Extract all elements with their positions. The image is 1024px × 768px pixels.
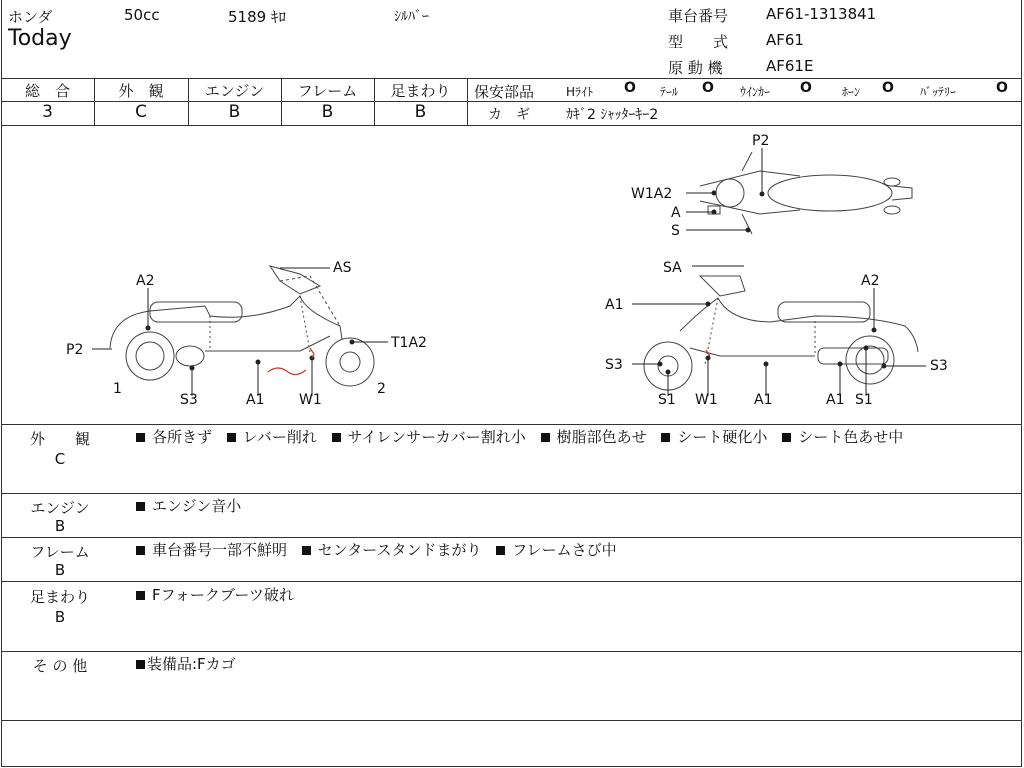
label-right-s3-right: S3 xyxy=(930,358,948,374)
remark-items-exterior: 各所きず レバー削れ サイレンサーカバー割れ小 樹脂部色あせ シート硬化小 シート色あせ中 xyxy=(136,426,1006,448)
grade-header-exterior: 外 観 xyxy=(118,82,164,100)
remark-grade-suspension: B xyxy=(54,608,66,626)
safety-winker-mark: O xyxy=(800,80,812,96)
grade-suspension: B xyxy=(414,102,427,122)
remark-items-frame: 車台番号一部不鮮明 センタースタンドまがり フレームさび中 xyxy=(136,539,1006,561)
remark-grade-frame: B xyxy=(54,561,66,579)
divider xyxy=(1,424,1022,425)
grade-frame: B xyxy=(321,102,334,122)
divider xyxy=(1,720,1022,721)
scooter-top-view xyxy=(700,152,912,234)
safety-horn: ﾎｰﾝ xyxy=(842,85,861,99)
grade-exterior: C xyxy=(135,102,147,122)
key-label: カ ギ xyxy=(488,107,530,123)
label-top-w1a2: W1A2 xyxy=(631,186,673,202)
frame-no: AF61-1313841 xyxy=(766,5,877,23)
label-left-1: 1 xyxy=(113,381,122,397)
grade-header-frame: フレーム xyxy=(297,82,358,100)
displacement: 50cc xyxy=(124,6,160,24)
engine-label: 原 動 機 xyxy=(668,59,723,77)
safety-battery-mark: O xyxy=(996,80,1008,96)
label-left-t1a2: T1A2 xyxy=(391,335,427,351)
label-right-s1: S1 xyxy=(658,392,676,408)
label-right-a2: A2 xyxy=(861,273,880,289)
remark-label-exterior: 外 観 xyxy=(29,430,90,448)
safety-horn-mark: O xyxy=(882,80,894,96)
safety-tail: ﾃｰﾙ xyxy=(660,85,679,99)
divider xyxy=(467,78,468,125)
divider xyxy=(1,78,1022,79)
label-right-a1b: A1 xyxy=(826,392,845,408)
label-right-s3-left: S3 xyxy=(605,357,623,373)
label-top-s: S xyxy=(671,223,680,239)
label-top-p2: P2 xyxy=(752,133,770,149)
safety-label: 保安部品 xyxy=(474,83,535,101)
label-left-p2: P2 xyxy=(66,342,84,358)
remark-label-other: そ の 他 xyxy=(32,657,88,675)
label-left-w1: W1 xyxy=(299,392,322,408)
damage-diagram xyxy=(0,126,1024,424)
safety-headlight: Hﾗｲﾄ xyxy=(566,85,594,99)
label-left-a1: A1 xyxy=(246,392,265,408)
remark-items-other: 装備品:Fカゴ xyxy=(136,653,1006,675)
safety-headlight-mark: O xyxy=(624,80,636,96)
maker: ホンダ xyxy=(8,8,53,26)
label-top-a: A xyxy=(671,205,681,221)
label-right-a1: A1 xyxy=(754,392,773,408)
engine-value: AF61E xyxy=(766,57,814,75)
divider xyxy=(1,651,1022,652)
key-value: ｶｷﾞ2 ｼｬｯﾀｰｷｰ2 xyxy=(566,107,659,123)
divider xyxy=(1,537,1022,538)
remark-items-suspension: Fフォークブーツ破れ xyxy=(136,584,1006,606)
label-left-2: 2 xyxy=(377,381,386,397)
label-left-s3: S3 xyxy=(180,392,198,408)
divider xyxy=(467,101,1022,102)
safety-battery: ﾊﾞｯﾃﾘｰ xyxy=(920,85,957,99)
divider xyxy=(1,493,1022,494)
safety-winker: ｳｲﾝｶｰ xyxy=(740,85,771,99)
grade-header-overall: 総 合 xyxy=(24,82,70,100)
label-left-a2: A2 xyxy=(136,273,155,289)
grade-overall: 3 xyxy=(42,102,53,122)
label-right-a1-top: A1 xyxy=(605,297,624,313)
remark-items-engine: エンジン音小 xyxy=(136,495,1006,517)
type-value: AF61 xyxy=(766,31,804,49)
remark-grade-exterior: C xyxy=(54,450,66,468)
remark-label-engine: エンジン xyxy=(30,499,90,517)
grade-engine: B xyxy=(228,102,241,122)
grade-header-suspension: 足まわり xyxy=(390,82,451,100)
safety-tail-mark: O xyxy=(702,80,714,96)
scooter-right-view xyxy=(644,276,918,390)
label-right-w1: W1 xyxy=(695,392,718,408)
label-right-s1b: S1 xyxy=(855,392,873,408)
type-label: 型 式 xyxy=(668,33,729,51)
remark-grade-engine: B xyxy=(54,517,66,535)
frame-no-label: 車台番号 xyxy=(668,7,729,25)
grade-header-engine: エンジン xyxy=(204,82,265,100)
label-right-sa: SA xyxy=(663,260,682,276)
divider xyxy=(1,581,1022,582)
label-left-as: AS xyxy=(333,260,352,276)
mileage: 5189 ｷﾛ xyxy=(228,8,286,26)
model-name: Today xyxy=(8,26,72,51)
remark-label-suspension: 足まわり xyxy=(29,588,90,606)
color: ｼﾙﾊﾞｰ xyxy=(394,9,429,25)
remark-label-frame: フレーム xyxy=(30,543,90,561)
